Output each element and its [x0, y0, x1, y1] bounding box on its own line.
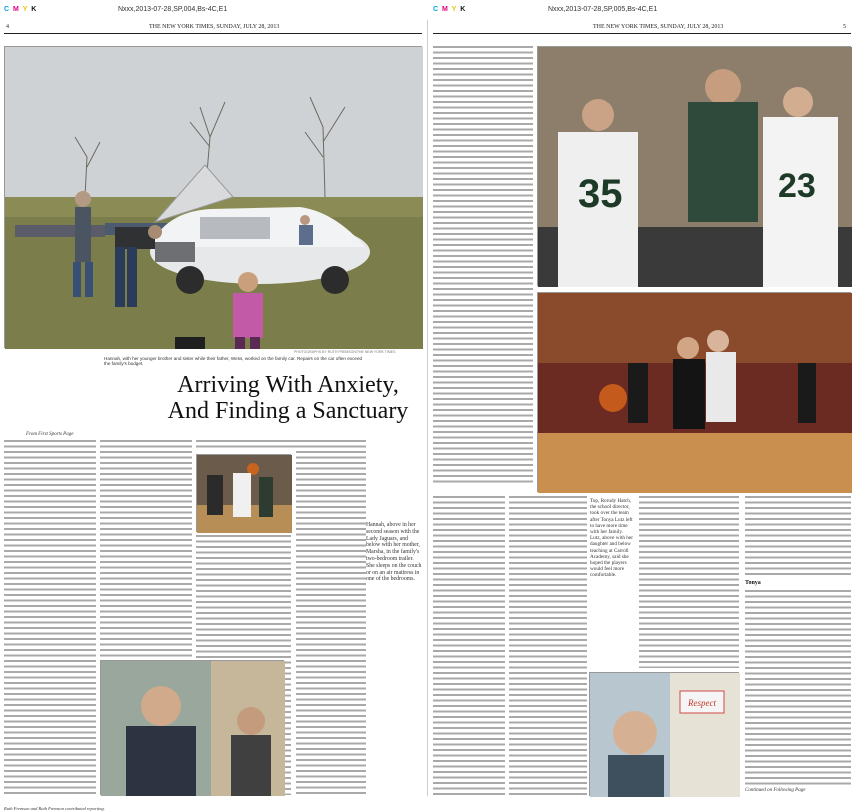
article-column-4	[296, 440, 366, 795]
jersey-number-35: 35	[578, 172, 623, 216]
main-photo-family-car	[4, 46, 422, 348]
slug-right: Nxxx,2013-07-28,SP,005,Bs-4C,E1	[548, 6, 658, 13]
respect-sign-text: Respect	[688, 698, 716, 708]
header-rule-left	[4, 33, 422, 34]
continued-line: Continued on Following Page	[745, 788, 806, 793]
jump-from-label: From First Sports Page	[26, 432, 74, 437]
jersey-number-23: 23	[778, 167, 816, 205]
car-repair-illustration	[5, 47, 423, 349]
article-column-3-top	[196, 440, 296, 450]
main-photo-caption: Hannah, with her younger brother and sister while their father, Wess, worked on the family car. Repairs on the car often exceed the family's budget.	[104, 356, 363, 367]
byline: Ruth Fremson and Ruth Fremson contributed reporting.	[4, 806, 105, 811]
page-gutter	[427, 20, 428, 796]
right-page	[433, 20, 851, 796]
basketball-photo-small	[196, 454, 291, 532]
page-number-left: 4	[6, 24, 9, 30]
right-article-column-3	[639, 496, 739, 668]
main-photo-credit: PHOTOGRAPHS BY RUTH FREMSON/THE NEW YORK TIMES	[294, 350, 396, 354]
headline-line-2: And Finding a Sanctuary	[167, 398, 409, 424]
folio-right: THE NEW YORK TIMES, SUNDAY, JULY 28, 2013	[593, 24, 724, 30]
section-subhead: Tonya	[745, 580, 761, 586]
slug-left: Nxxx,2013-07-28,SP,004,Bs-4C,E1	[118, 6, 228, 13]
page-number-right: 5	[843, 24, 846, 30]
mother-daughter-photo	[100, 660, 284, 795]
team-huddle-photo	[537, 46, 851, 286]
right-article-column-4	[745, 590, 851, 786]
right-article-column-2	[509, 496, 587, 796]
registration-marks-right: C M Y K	[433, 6, 467, 13]
basketball-practice-photo	[537, 292, 851, 492]
right-article-column-1	[433, 46, 533, 484]
headline	[154, 372, 422, 424]
middle-photo-caption: Hannah, above in her second season with the Lady Jaguars, and below with her mother, Marsha, in the family's two-bedroom trailer. She sleeps on the couch or on an air mattress in one of the bedrooms.	[366, 522, 422, 583]
article-column-1	[4, 440, 96, 795]
folio-left: THE NEW YORK TIMES, SUNDAY, JULY 28, 2013	[149, 24, 280, 30]
teacher-classroom-photo	[589, 672, 739, 796]
header-rule-right	[433, 33, 851, 34]
bottom-photo-caption: Top, Rorudy Hatch, the school director, took over the team after Tonya Lutz left to have more time with her family. Lutz, above with her daughter and below teaching at Carroll Academy, said she hoped the players would feel more comfortable.	[590, 498, 633, 579]
headline-line-1: Arriving With Anxiety,	[177, 372, 399, 398]
right-article-column-1b	[433, 496, 505, 796]
left-page	[4, 20, 422, 811]
registration-marks-left: C M Y K	[4, 6, 38, 13]
right-article-column-4-top	[745, 496, 851, 576]
